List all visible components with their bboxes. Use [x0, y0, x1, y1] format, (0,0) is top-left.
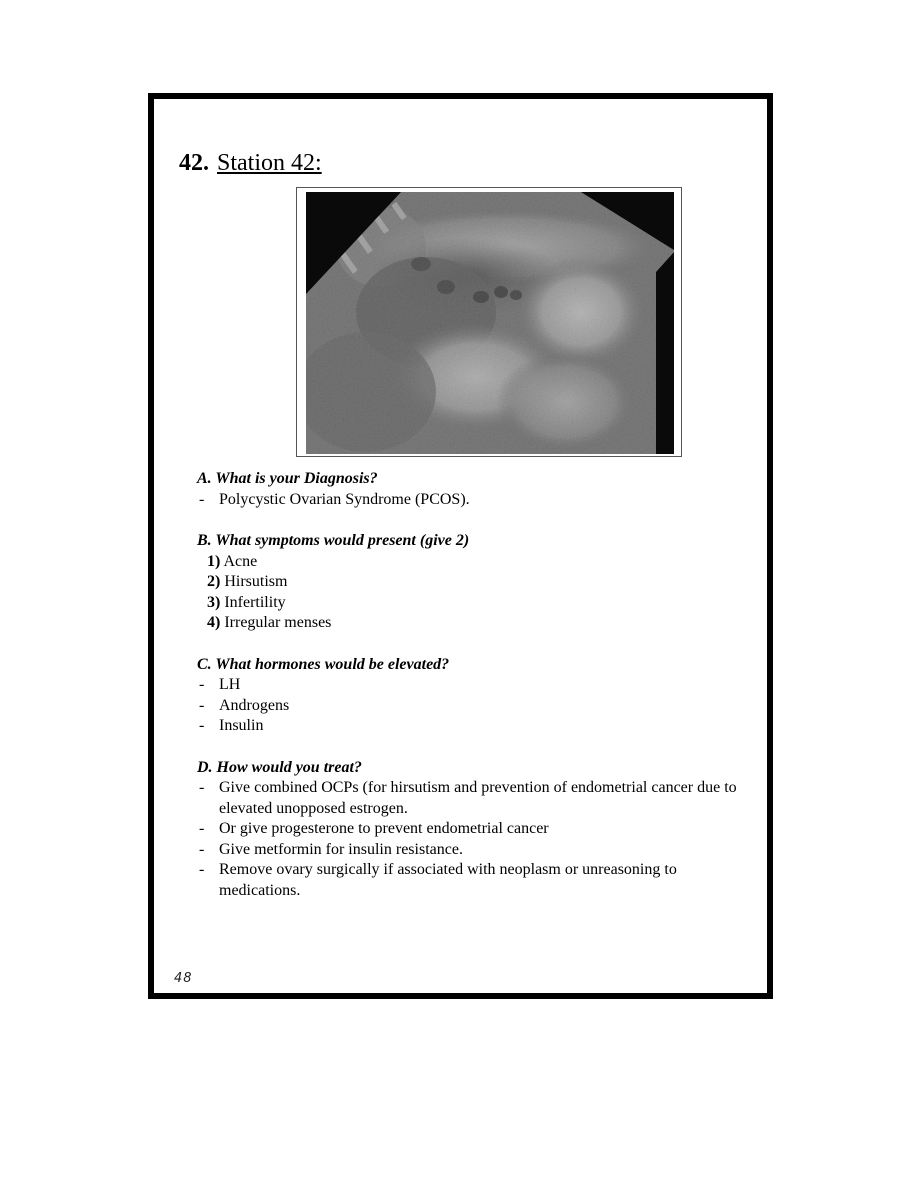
- answer-text: Infertility: [224, 593, 286, 611]
- item-number: 3): [207, 593, 221, 611]
- answer-item: [197, 778, 742, 819]
- answer-text: Give metformin for insulin resistance.: [219, 840, 463, 858]
- answer-text: Or give progesterone to prevent endometrial cancer: [219, 820, 549, 837]
- question-b: B. What symptoms would present (give 2): [197, 532, 470, 549]
- question-d: D. How would you treat?: [197, 758, 362, 776]
- station-heading: [179, 151, 322, 175]
- dash-bullet: -: [199, 717, 205, 734]
- dash-bullet: -: [199, 696, 205, 714]
- question-content: [197, 469, 742, 922]
- dash-bullet: -: [199, 820, 205, 837]
- station-title: Station 42:: [217, 150, 322, 176]
- station-number: 42.: [179, 150, 209, 176]
- answer-item: [197, 860, 742, 901]
- dash-bullet: -: [199, 676, 205, 693]
- dash-bullet: -: [199, 490, 205, 508]
- answer-item: [197, 675, 742, 696]
- answer-text: Give combined OCPs (for hirsutism and prevention of endometrial cancer due to elevated unopposed estrogen.: [219, 779, 737, 817]
- answer-text: Acne: [223, 552, 258, 570]
- question-c: C. What hormones would be elevated?: [197, 655, 450, 673]
- question-a: A. What is your Diagnosis?: [197, 470, 378, 487]
- answer-text: Remove ovary surgically if associated with neoplasm or unreasoning to medications.: [219, 861, 677, 899]
- page-number: 48: [174, 971, 193, 986]
- item-number: 1): [207, 552, 221, 570]
- section-b: [197, 531, 742, 634]
- answer-text: Androgens: [219, 696, 290, 714]
- answer-item: [197, 490, 742, 511]
- answer-text: Hirsutism: [224, 573, 288, 590]
- dash-bullet: -: [199, 840, 205, 858]
- answer-item: [197, 552, 742, 573]
- ultrasound-image: [306, 192, 674, 454]
- dash-bullet: -: [199, 779, 205, 796]
- answer-item: [197, 572, 742, 593]
- dash-bullet: -: [199, 861, 205, 878]
- answer-text: Irregular menses: [224, 614, 332, 631]
- answer-item: [197, 716, 742, 737]
- ultrasound-image-frame: [296, 187, 682, 457]
- section-a: [197, 469, 742, 510]
- answer-text: LH: [219, 676, 241, 693]
- answer-item: [197, 593, 742, 614]
- answer-item: [197, 819, 742, 840]
- item-number: 2): [207, 573, 221, 590]
- answer-item: [197, 840, 742, 861]
- answer-text: Insulin: [219, 717, 264, 734]
- section-c: [197, 655, 742, 737]
- item-number: 4): [207, 614, 221, 631]
- answer-item: [197, 696, 742, 717]
- answer-item: [197, 613, 742, 634]
- section-d: [197, 758, 742, 902]
- page-frame: [148, 93, 773, 999]
- answer-text: Polycystic Ovarian Syndrome (PCOS).: [219, 490, 470, 508]
